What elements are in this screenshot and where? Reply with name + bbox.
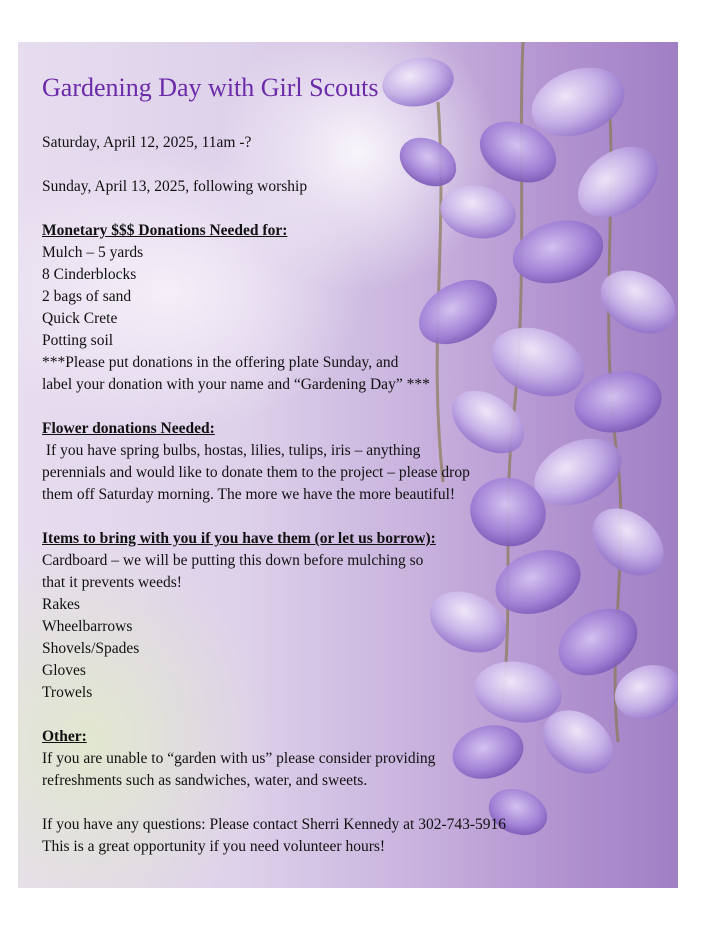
list-item: Mulch – 5 yards [42,244,144,261]
list-item: Wheelbarrows [42,618,133,635]
date-sunday: Sunday, April 13, 2025, following worship [42,178,308,195]
list-item: 8 Cinderblocks [42,266,137,283]
other-heading: Other: [42,728,87,745]
list-item: 2 bags of sand [42,288,132,305]
other-text: If you are unable to “garden with us” please consider providing [42,750,436,767]
monetary-donations-heading: Monetary $$$ Donations Needed for: [42,222,288,239]
items-to-bring-heading: Items to bring with you if you have them (or let us borrow): [42,530,436,547]
donation-note: ***Please put donations in the offering plate Sunday, and [42,354,399,371]
flyer-title: Gardening Day with Girl Scouts [42,73,379,102]
list-item: Rakes [42,596,80,613]
list-item: Cardboard – we will be putting this down before mulching so [42,552,424,569]
list-item: that it prevents weeds! [42,574,182,591]
flower-donations-text: If you have spring bulbs, hostas, lilies, tulips, iris – anything [42,442,421,459]
flyer [18,42,678,888]
contact-text: If you have any questions: Please contact Sherri Kennedy at 302-743-5916 [42,816,507,833]
list-item: Potting soil [42,332,114,349]
flower-donations-text: perennials and would like to donate them to the project – please drop [42,464,470,481]
date-saturday: Saturday, April 12, 2025, 11am -? [42,134,252,151]
list-item: Trowels [42,684,93,701]
list-item: Shovels/Spades [42,640,140,657]
list-item: Quick Crete [42,310,118,327]
list-item: Gloves [42,662,86,679]
volunteer-hours-text: This is a great opportunity if you need volunteer hours! [42,838,386,855]
other-text: refreshments such as sandwiches, water, and sweets. [42,772,368,789]
flyer-content [42,70,562,858]
flower-donations-heading: Flower donations Needed: [42,420,215,437]
flower-donations-text: them off Saturday morning. The more we have the more beautiful! [42,486,456,503]
donation-note: label your donation with your name and “Gardening Day” *** [42,376,430,393]
